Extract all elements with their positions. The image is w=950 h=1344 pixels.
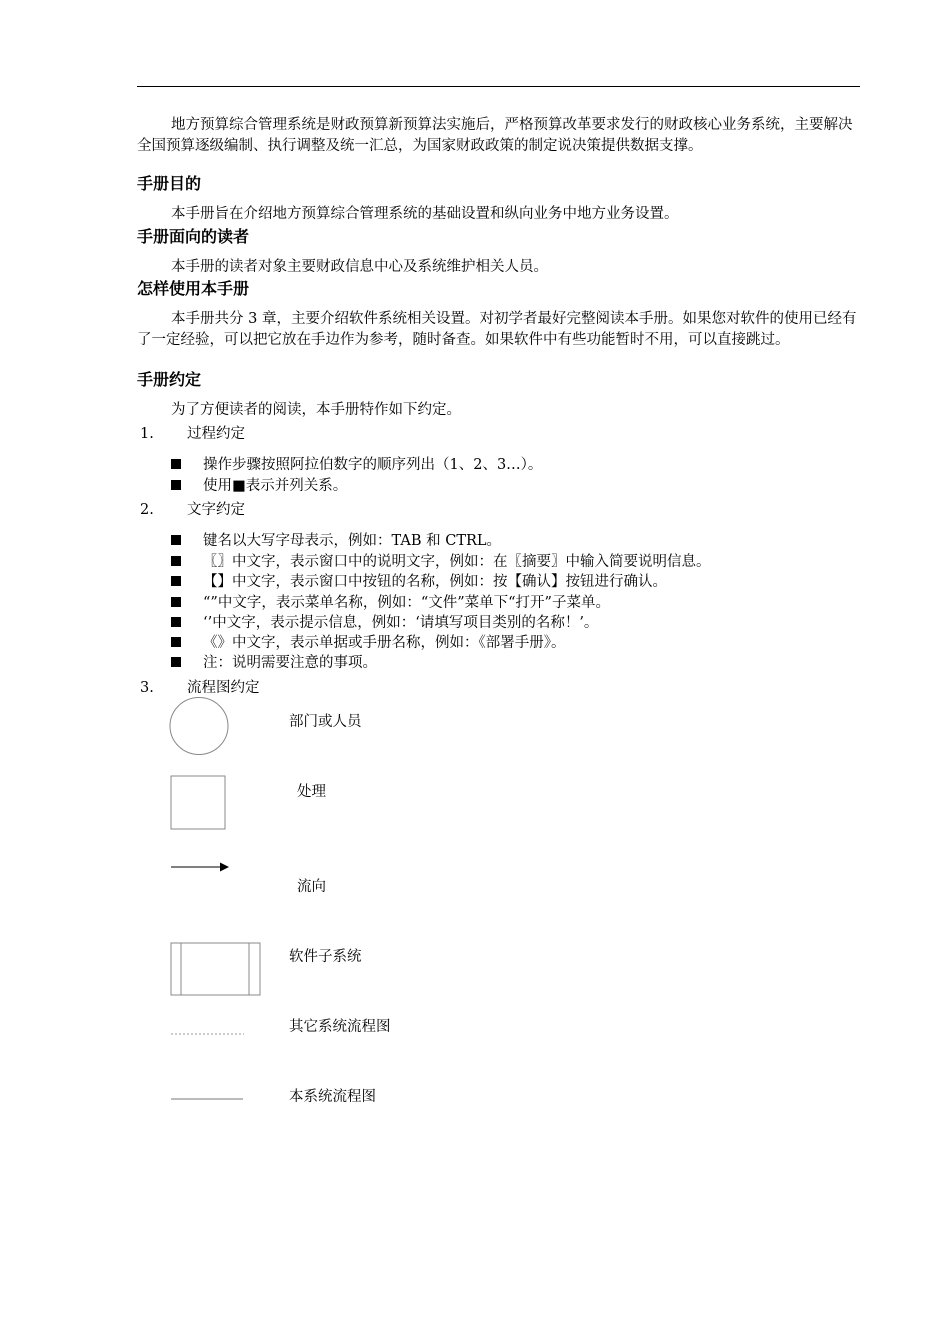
bullet-square-icon (171, 480, 181, 490)
bullet-square-icon (171, 637, 181, 647)
section-body-audience: 本手册的读者对象主要财政信息中心及系统维护相关人员。 (171, 259, 548, 275)
legend-label-flow: 流向 (297, 879, 326, 895)
list-item-text: 注：说明需要注意的事项。 (203, 655, 377, 671)
list-item-text: 使用■表示并列关系。 (203, 478, 348, 494)
convention-title-process: 过程约定 (187, 426, 245, 442)
legend-label-person: 部门或人员 (289, 714, 362, 730)
convention-title-text: 文字约定 (187, 502, 245, 518)
list-item (171, 613, 598, 633)
section-body-usage: 本手册共分 3 章，主要介绍软件系统相关设置。对初学者最好完整阅读本手册。如果您对软件的使用已经有了一定经验，可以把它放在手边作为参考，随时备查。如果软件中有些功能暂时不用，可以直接跳过。 (137, 311, 857, 348)
convention-number: 3. (140, 680, 154, 696)
list-item (171, 531, 501, 551)
section-body-conventions: 为了方便读者的阅读，本手册特作如下约定。 (171, 402, 461, 418)
section-body-purpose: 本手册旨在介绍地方预算综合管理系统的基础设置和纵向业务中地方业务设置。 (171, 206, 679, 222)
arrow-icon (170, 860, 232, 874)
convention-title-flowchart: 流程图约定 (187, 680, 260, 696)
list-item-text: ‘’中文字，表示提示信息，例如：‘请填写项目类别的名称！’。 (203, 615, 599, 631)
header-rule (137, 86, 860, 87)
bullet-square-icon (171, 459, 181, 469)
list-item (171, 552, 711, 572)
list-item-text: 【】中文字，表示窗口中按钮的名称，例如：按【确认】按钮进行确认。 (203, 574, 667, 590)
circle-icon (168, 696, 232, 758)
list-item (171, 455, 542, 475)
solid-line-icon (170, 1095, 246, 1103)
list-item (171, 572, 667, 592)
list-item-text: 〖〗中文字，表示窗口中的说明文字，例如：在〖摘要〗中输入简要说明信息。 (203, 554, 711, 570)
legend-label-this-system: 本系统流程图 (289, 1089, 376, 1105)
bullet-square-icon (171, 535, 181, 545)
convention-number: 2. (140, 502, 154, 518)
bullet-square-icon (171, 597, 181, 607)
bullet-square-icon (171, 617, 181, 627)
bullet-square-icon (171, 556, 181, 566)
list-item (171, 476, 347, 496)
legend-label-other-system: 其它系统流程图 (289, 1019, 391, 1035)
section-heading-purpose: 手册目的 (137, 174, 202, 193)
subsystem-box-icon (170, 942, 263, 998)
legend-label-subsystem: 软件子系统 (289, 949, 362, 965)
list-item-text: “”中文字，表示菜单名称，例如：“文件”菜单下“打开”子菜单。 (203, 595, 610, 611)
bullet-square-icon (171, 576, 181, 586)
section-heading-conventions: 手册约定 (137, 370, 202, 389)
list-item-text: 键名以大写字母表示，例如：TAB 和 CTRL。 (203, 533, 502, 549)
section-heading-audience: 手册面向的读者 (137, 227, 250, 246)
square-icon (170, 775, 227, 831)
legend-label-process: 处理 (297, 784, 326, 800)
list-item-text: 《》中文字，表示单据或手册名称，例如：《部署手册》。 (203, 635, 566, 651)
list-item (171, 653, 377, 673)
intro-paragraph: 地方预算综合管理系统是财政预算新预算法实施后，严格预算改革要求发行的财政核心业务系统，主要解决全国预算逐级编制、执行调整及统一汇总，为国家财政政策的制定说决策提供数据支撑。 (137, 117, 853, 154)
convention-number: 1. (140, 426, 154, 442)
list-item (171, 593, 610, 613)
list-item-text: 操作步骤按照阿拉伯数字的顺序列出（1、2、3…）。 (203, 457, 543, 473)
dotted-line-icon (170, 1030, 246, 1038)
section-heading-usage: 怎样使用本手册 (137, 279, 250, 298)
list-item (171, 633, 566, 653)
bullet-square-icon (171, 657, 181, 667)
